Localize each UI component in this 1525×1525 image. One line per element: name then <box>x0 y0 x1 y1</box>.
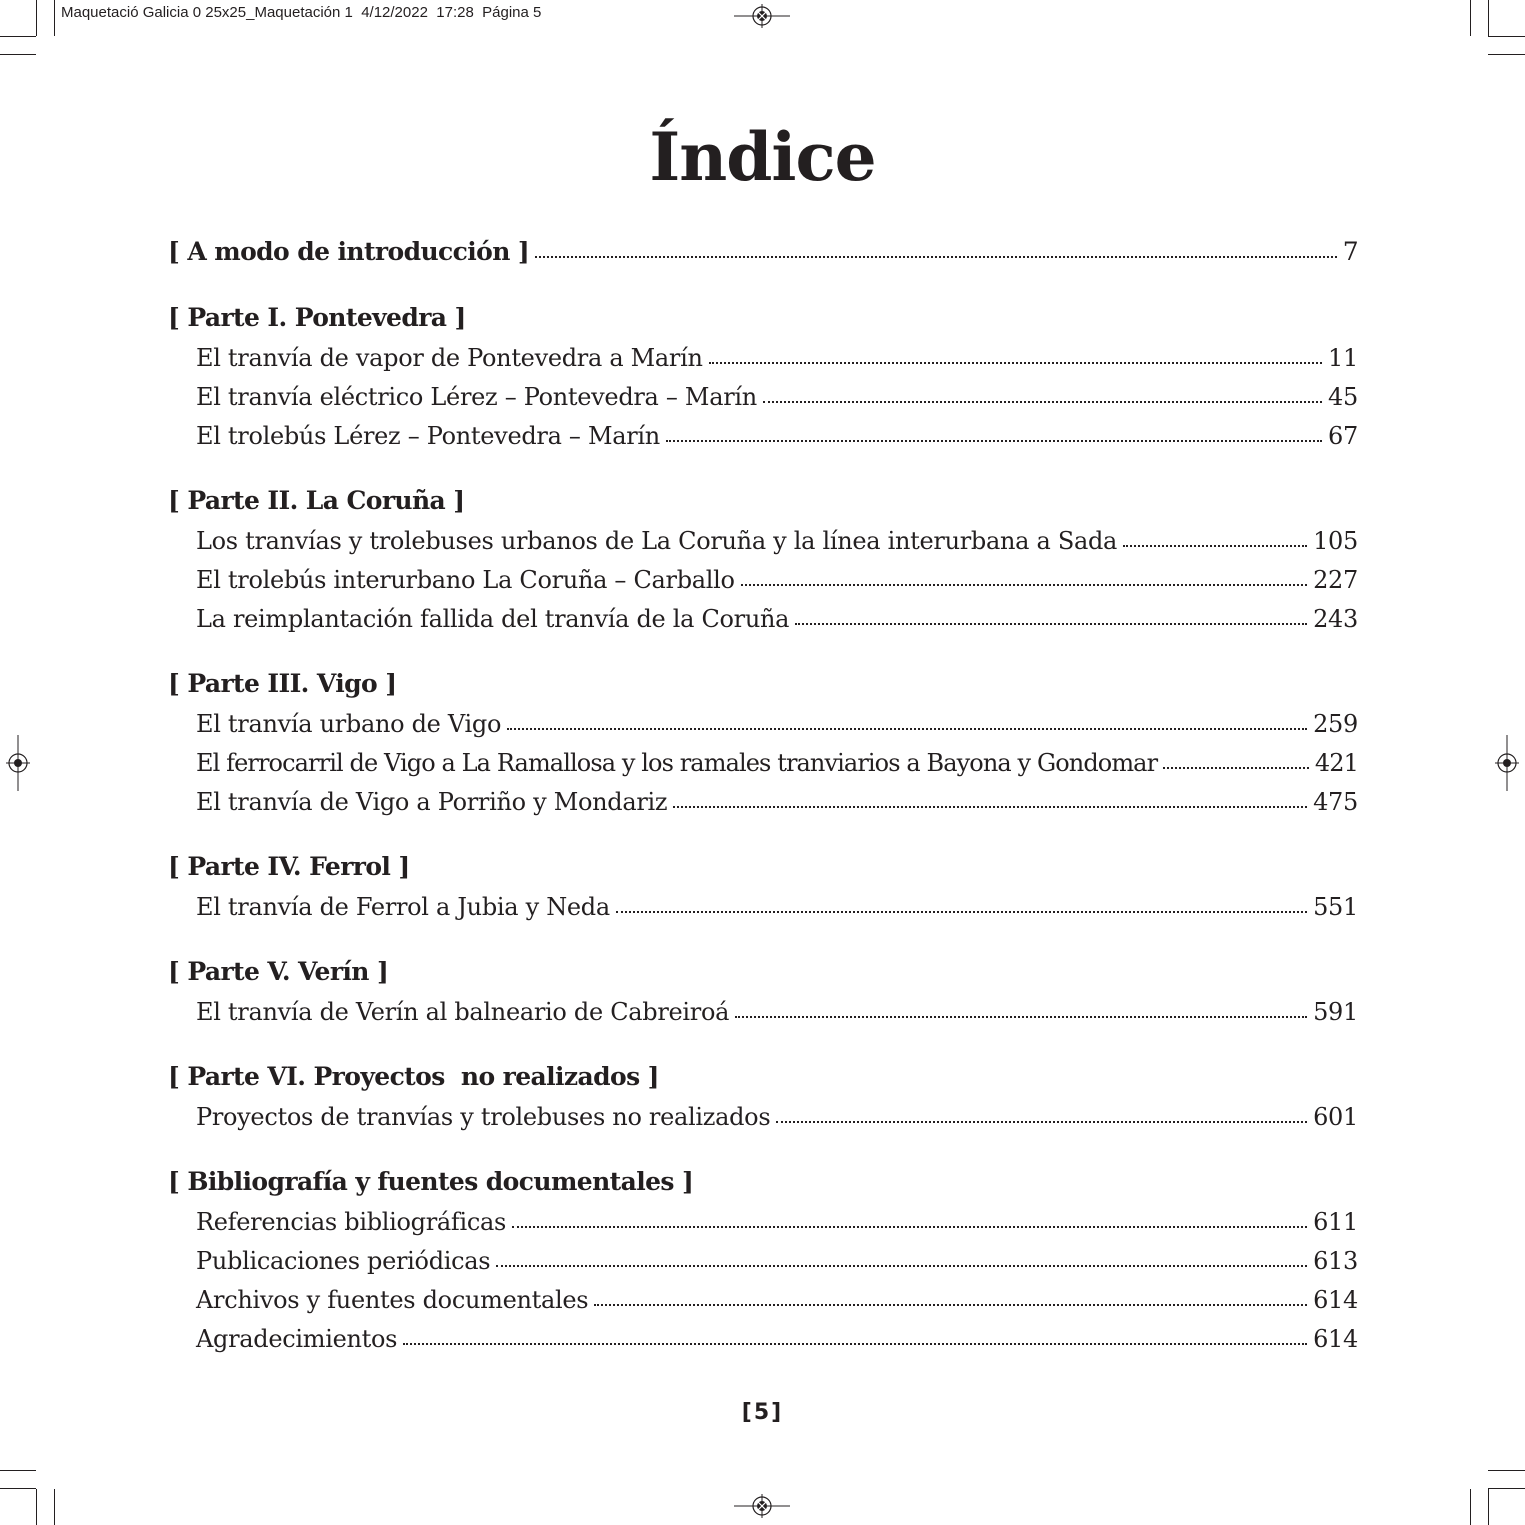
toc-heading-row <box>168 662 1358 705</box>
crop-mark <box>1488 36 1525 37</box>
toc-entry-label: El tranvía de Ferrol a Jubia y Neda <box>196 893 610 921</box>
toc-heading: [ Parte IV. Ferrol ] <box>168 852 410 881</box>
crop-mark <box>1488 0 1489 36</box>
toc-entry-label: La reimplantación fallida del tranvía de la Coruña <box>196 605 790 633</box>
toc-entry-label: Agradecimientos <box>196 1325 398 1353</box>
toc-entry-label: El tranvía de Vigo a Porriño y Mondariz <box>196 788 668 816</box>
dot-leader <box>512 1222 1307 1228</box>
registration-mark-bottom-icon <box>734 1494 790 1518</box>
toc-entry-label: El tranvía urbano de Vigo <box>196 710 502 738</box>
crop-mark <box>0 36 36 37</box>
toc-heading: [ A modo de introducción ] <box>168 237 530 266</box>
registration-mark-right-icon <box>1495 735 1519 791</box>
toc-heading: [ Bibliografía y fuentes documentales ] <box>168 1167 694 1196</box>
toc-entry-label: El tranvía de Verín al balneario de Cabreiroá <box>196 998 730 1026</box>
toc-section <box>168 950 1358 1032</box>
crop-mark <box>0 54 36 55</box>
toc-page-number: 421 <box>1314 749 1358 777</box>
crop-mark <box>1488 1489 1489 1525</box>
toc-entry-label: El trolebús interurbano La Coruña – Carballo <box>196 566 735 594</box>
page-title: Índice <box>649 118 876 196</box>
toc-entry-label: El ferrocarril de Vigo a La Ramallosa y los ramales tranviarios a Bayona y Gondomar <box>196 749 1158 777</box>
dot-leader <box>507 724 1307 730</box>
toc-entry <box>168 1242 1358 1281</box>
dot-leader <box>616 907 1307 913</box>
toc-heading: [ Parte II. La Coruña ] <box>168 486 465 515</box>
dot-leader <box>666 436 1322 442</box>
dot-leader <box>1123 541 1307 547</box>
toc-heading: [ Parte I. Pontevedra ] <box>168 303 466 332</box>
toc-section <box>168 296 1358 456</box>
toc-entry <box>168 744 1358 783</box>
toc-entry <box>168 339 1358 378</box>
toc-entry-label: Publicaciones periódicas <box>196 1247 491 1275</box>
toc-page-number: 591 <box>1313 998 1358 1026</box>
toc-section <box>168 1160 1358 1359</box>
toc-section <box>168 662 1358 822</box>
dot-leader <box>735 1012 1307 1018</box>
toc-heading-row <box>168 845 1358 888</box>
crop-mark <box>0 1488 36 1489</box>
toc-page-number: 11 <box>1328 344 1358 372</box>
toc-page-number: 551 <box>1313 893 1358 921</box>
crop-mark <box>1470 1489 1471 1525</box>
toc-page-number: 614 <box>1313 1286 1358 1314</box>
toc-entry <box>168 783 1358 822</box>
toc-entry-label: El tranvía de vapor de Pontevedra a Marín <box>196 344 703 372</box>
toc-entry <box>168 1281 1358 1320</box>
toc-entry-label: Los tranvías y trolebuses urbanos de La Coruña y la línea interurbana a Sada <box>196 527 1118 555</box>
toc-heading-row <box>168 1160 1358 1203</box>
toc-page-number: 243 <box>1313 605 1358 633</box>
toc-entry-label: Referencias bibliográficas <box>196 1208 507 1236</box>
toc-page-number: 105 <box>1313 527 1358 555</box>
crop-mark <box>54 1489 55 1525</box>
toc-section <box>168 1055 1358 1137</box>
toc-page-number: 611 <box>1313 1208 1358 1236</box>
table-of-contents <box>168 230 1358 1382</box>
toc-heading-row <box>168 950 1358 993</box>
toc-entry-label: Proyectos de tranvías y trolebuses no realizados <box>196 1103 771 1131</box>
crop-mark <box>36 1489 37 1525</box>
toc-heading: [ Parte III. Vigo ] <box>168 669 397 698</box>
toc-entry-label: Archivos y fuentes documentales <box>196 1286 589 1314</box>
toc-entry <box>168 378 1358 417</box>
dot-leader <box>795 619 1307 625</box>
toc-heading: [ Parte V. Verín ] <box>168 957 389 986</box>
toc-heading-row <box>168 296 1358 339</box>
toc-page-number: 601 <box>1313 1103 1358 1131</box>
toc-page-number: 614 <box>1313 1325 1358 1353</box>
toc-page-number: 227 <box>1313 566 1358 594</box>
toc-page-number: 45 <box>1328 383 1358 411</box>
toc-entry <box>168 417 1358 456</box>
toc-section <box>168 230 1358 273</box>
toc-section <box>168 845 1358 927</box>
crop-mark <box>1488 1470 1525 1471</box>
toc-page-number: 475 <box>1313 788 1358 816</box>
toc-heading-row <box>168 479 1358 522</box>
dot-leader <box>673 802 1307 808</box>
toc-page-number: 613 <box>1313 1247 1358 1275</box>
toc-heading: [ Parte VI. Proyectos no realizados ] <box>168 1062 659 1091</box>
crop-mark <box>54 0 55 36</box>
crop-mark <box>1488 54 1525 55</box>
dot-leader <box>535 252 1337 258</box>
toc-entry <box>168 1098 1358 1137</box>
dot-leader <box>496 1261 1307 1267</box>
toc-heading-row <box>168 1055 1358 1098</box>
toc-entry <box>168 1203 1358 1242</box>
dot-leader <box>763 397 1322 403</box>
dot-leader <box>709 358 1322 364</box>
dot-leader <box>403 1339 1307 1345</box>
toc-entry <box>168 888 1358 927</box>
dot-leader <box>594 1300 1307 1306</box>
toc-section <box>168 479 1358 639</box>
toc-entry <box>168 705 1358 744</box>
printer-slug: Maquetació Galicia 0 25x25_Maquetación 1 4/12/2022 17:28 Página 5 <box>61 4 542 21</box>
registration-mark-left-icon <box>6 735 30 791</box>
toc-entry <box>168 993 1358 1032</box>
registration-mark-top-icon <box>734 4 790 28</box>
crop-mark <box>1470 0 1471 36</box>
toc-entry <box>168 522 1358 561</box>
dot-leader <box>741 580 1307 586</box>
toc-entry-label: El tranvía eléctrico Lérez – Pontevedra – Marín <box>196 383 757 411</box>
crop-mark <box>1488 1488 1525 1489</box>
crop-mark <box>0 1470 36 1471</box>
toc-page-number: 7 <box>1342 237 1358 266</box>
toc-heading-row <box>168 230 1358 273</box>
toc-page-number: 259 <box>1313 710 1358 738</box>
dot-leader <box>1163 763 1309 769</box>
page-number: [5] <box>741 1400 784 1425</box>
toc-entry-label: El trolebús Lérez – Pontevedra – Marín <box>196 422 660 450</box>
dot-leader <box>776 1117 1307 1123</box>
toc-entry <box>168 600 1358 639</box>
crop-mark <box>36 0 37 36</box>
toc-entry <box>168 561 1358 600</box>
toc-entry <box>168 1320 1358 1359</box>
toc-page-number: 67 <box>1328 422 1358 450</box>
